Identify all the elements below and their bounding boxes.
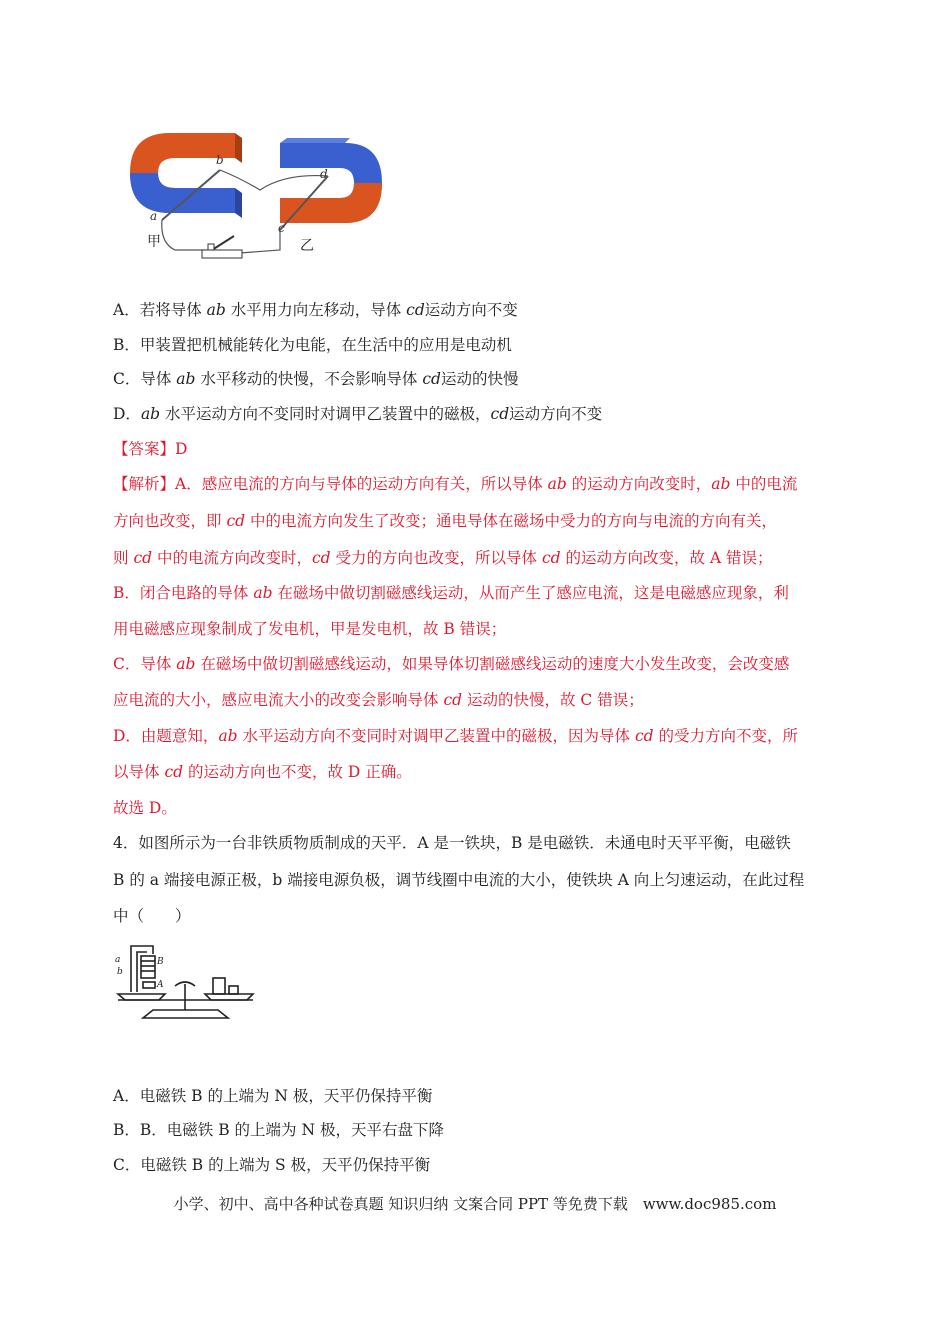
q4-stem-line-1: 4．如图所示为一台非铁质物质制成的天平．A 是一铁块，B 是电磁铁．未通电时天平平衡，电磁铁 [113,834,791,852]
label-A-iron: A [157,980,164,990]
explanation-line-7: 应电流的大小，感应电流大小的改变会影响导体 cd 运动的快慢，故 C 错误； [113,691,644,709]
q3-option-b: B．甲装置把机械能转化为电能，在生活中的应用是电动机 [113,336,512,354]
q3-option-d: D．ab 水平运动方向不变同时对调甲乙装置中的磁极，cd运动方向不变 [113,405,603,423]
q4-option-b: B．B．电磁铁 B 的上端为 N 极，天平右盘下降 [113,1121,444,1139]
q3-answer: 【答案】D [113,440,188,458]
left-u-magnet [130,133,242,218]
q4-option-c: C．电磁铁 B 的上端为 S 极，天平仍保持平衡 [113,1156,431,1174]
label-a-terminal: a [115,955,121,965]
explanation-line-6: C．导体 ab 在磁场中做切割磁感线运动，如果导体切割磁感线运动的速度大小发生改变，会改变感 [113,655,790,673]
page-footer: 小学、初中、高中各种试卷真题 知识归纳 文案合同 PPT 等免费下载 www.doc985.com [173,1195,777,1213]
explanation-line-4: B．闭合电路的导体 ab 在磁场中做切割磁感线运动，从而产生了感应电流，这是电磁感应现象，利 [113,584,789,602]
q4-stem-line-3: 中（ ） [113,907,191,925]
label-b-terminal: b [117,967,123,977]
q4-option-a: A．电磁铁 B 的上端为 N 极，天平仍保持平衡 [113,1087,433,1105]
label-d: d [320,167,328,181]
figure-balance-electromagnet [113,940,258,1032]
q3-option-c: C．导体 ab 水平移动的快慢，不会影响导体 cd运动的快慢 [113,370,519,388]
explanation-line-3: 则 cd 中的电流方向改变时，cd 受力的方向也改变，所以导体 cd 的运动方向改变，故 A 错误； [113,549,773,567]
q4-stem-line-2: B 的 a 端接电源正极，b 端接电源负极，调节线圈中电流的大小，使铁块 A 向上匀速运动，在此过程 [113,871,805,889]
label-B-electromagnet: B [157,957,164,967]
label-yi: 乙 [300,238,314,254]
figure-magnets-circuit [120,128,390,268]
q3-conclusion: 故选 D。 [113,799,177,817]
explanation-line-5: 用电磁感应现象制成了发电机，甲是发电机，故 B 错误； [113,620,507,638]
label-a: a [150,209,158,223]
explanation-line-9: 以导体 cd 的运动方向也不变，故 D 正确。 [113,763,412,781]
label-jia: 甲 [147,234,161,250]
q3-option-a: A．若将导体 ab 水平用力向左移动，导体 cd运动方向不变 [113,301,518,319]
label-c: c [278,221,285,235]
explanation-line-2: 方向也改变，即 cd 中的电流方向发生了改变；通电导体在磁场中受力的方向与电流的方向有关， [113,512,777,530]
right-u-magnet [280,138,382,223]
label-b: b [216,153,224,167]
explanation-line-1: 【解析】A．感应电流的方向与导体的运动方向有关，所以导体 ab 的运动方向改变时，ab 中的电流 [113,475,798,493]
explanation-line-8: D．由题意知，ab 水平运动方向不变同时对调甲乙装置中的磁极，因为导体 cd 的受力方向不变，所 [113,727,799,745]
switch [202,236,242,258]
